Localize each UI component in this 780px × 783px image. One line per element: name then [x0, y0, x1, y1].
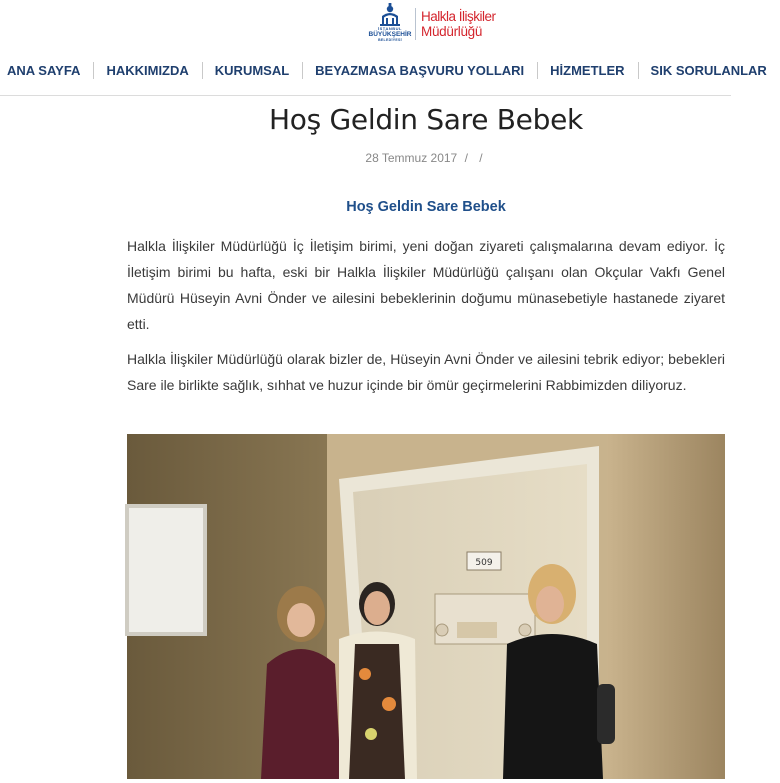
post-date: 28 Temmuz 2017 [365, 151, 458, 165]
ibb-line2: BÜYÜKŞEHİR [368, 31, 412, 38]
nav-item-sss[interactable]: SIK SORULANLAR [638, 46, 780, 95]
ibb-emblem-icon [368, 3, 412, 27]
nav-item-ana-sayfa[interactable]: ANA SAYFA [7, 63, 81, 78]
meta-separator: / [479, 151, 483, 165]
brand-line2: Müdürlüğü [421, 24, 483, 39]
brand-wordmark [421, 10, 496, 39]
logo-divider [415, 8, 416, 40]
nav-item-beyazmasa[interactable]: BEYAZMASA BAŞVURU YOLLARI [302, 46, 537, 95]
site-logo[interactable] [368, 3, 496, 45]
photo-door-number: 509 [475, 558, 493, 568]
nav-item-hakkimizda[interactable]: HAKKIMIZDA [93, 46, 201, 95]
nav-item-kurumsal[interactable]: KURUMSAL [202, 46, 302, 95]
ibb-emblem [368, 3, 412, 45]
ibb-line3: BELEDİYESİ [378, 38, 402, 42]
page-title: Hoş Geldin Sare Bebek [269, 103, 583, 136]
article-paragraph-2: Halkla İlişkiler Müdürlüğü olarak bizler de, Hüseyin Avni Önder ve ailesini tebrik ediyor; bebekleri Sare ile birlikte sağlık, sıhhat ve huzur içinde bir ömür geçirmelerini Rabbimizden diliyoruz. [127, 351, 725, 393]
ibb-line1: İSTANBUL [378, 26, 402, 31]
brand-line1: Halkla İlişkiler [421, 8, 496, 24]
article-photo[interactable] [127, 434, 725, 779]
nav-item-hizmetler[interactable]: HİZMETLER [537, 46, 637, 95]
article-photo-illustration [127, 434, 725, 779]
article-subtitle: Hoş Geldin Sare Bebek [346, 199, 506, 215]
post-meta [126, 151, 726, 165]
meta-separator: / [464, 151, 468, 165]
main-nav [0, 46, 767, 96]
article-paragraph-1: Halkla İlişkiler Müdürlüğü İç İletişim birimi, yeni doğan ziyareti çalışmalarına devam ediyor. İç İletişim birimi bu hafta, eski bir Halkla İlişkiler Müdürlüğü çalışanı olan Okçular Vakfı Genel Müdürü Hüseyin Avni Önder ve ailesini bebeklerinin doğumu münasebetiyle hastanede ziyaret etti. [127, 238, 725, 332]
site-header [0, 0, 731, 46]
